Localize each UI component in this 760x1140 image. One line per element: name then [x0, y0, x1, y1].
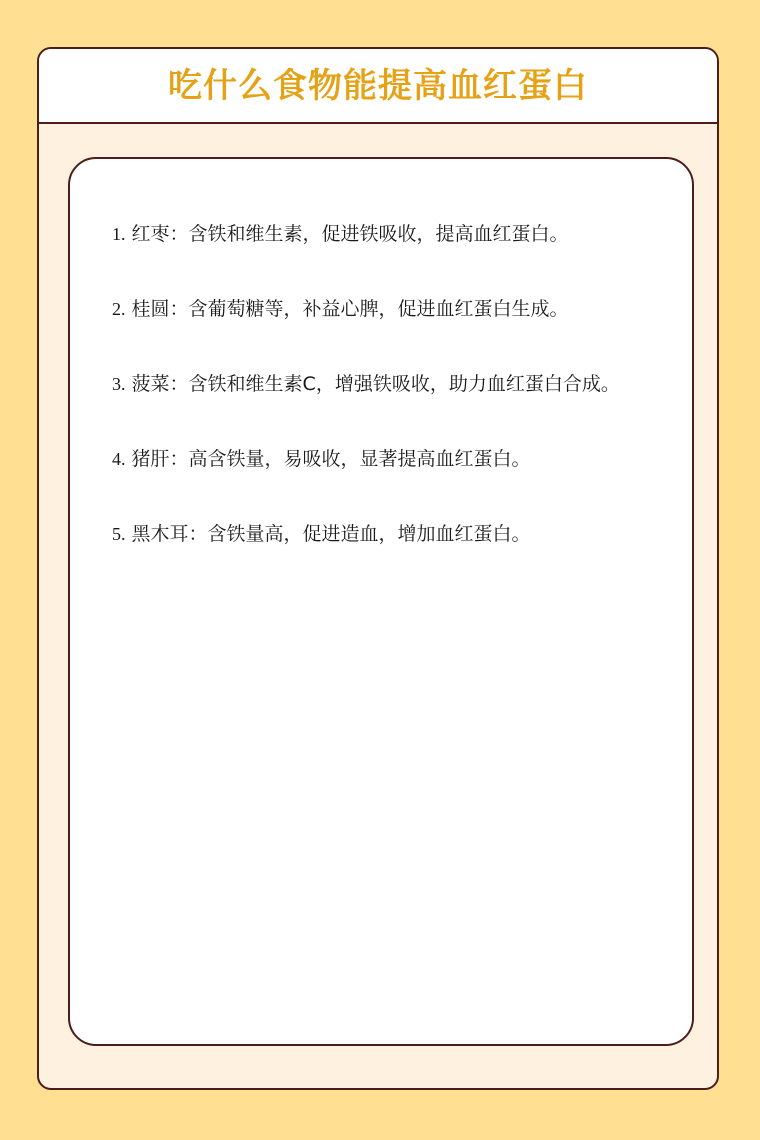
item-number: 4.: [112, 449, 126, 469]
item-text: 菠菜：含铁和维生素C，增强铁吸收，助力血红蛋白合成。: [131, 373, 620, 395]
list-item: [112, 197, 652, 272]
page-title: 吃什么食物能提高血红蛋白: [168, 65, 588, 106]
article-card: [37, 47, 719, 1090]
content-panel: [68, 157, 694, 1046]
food-list: [112, 197, 652, 572]
list-item: [112, 497, 652, 572]
item-text: 桂圆：含葡萄糖等，补益心脾，促进血红蛋白生成。: [131, 298, 569, 320]
item-number: 5.: [112, 524, 126, 544]
item-number: 1.: [112, 224, 126, 244]
list-item: [112, 272, 652, 347]
item-text: 红枣：含铁和维生素，促进铁吸收，提高血红蛋白。: [131, 223, 569, 245]
item-number: 3.: [112, 374, 126, 394]
card-header: [39, 49, 717, 124]
item-text: 黑木耳：含铁量高，促进造血，增加血红蛋白。: [131, 523, 531, 545]
item-text: 猪肝：高含铁量，易吸收，显著提高血红蛋白。: [131, 448, 531, 470]
item-number: 2.: [112, 299, 126, 319]
list-item: [112, 422, 652, 497]
list-item: [112, 347, 652, 422]
